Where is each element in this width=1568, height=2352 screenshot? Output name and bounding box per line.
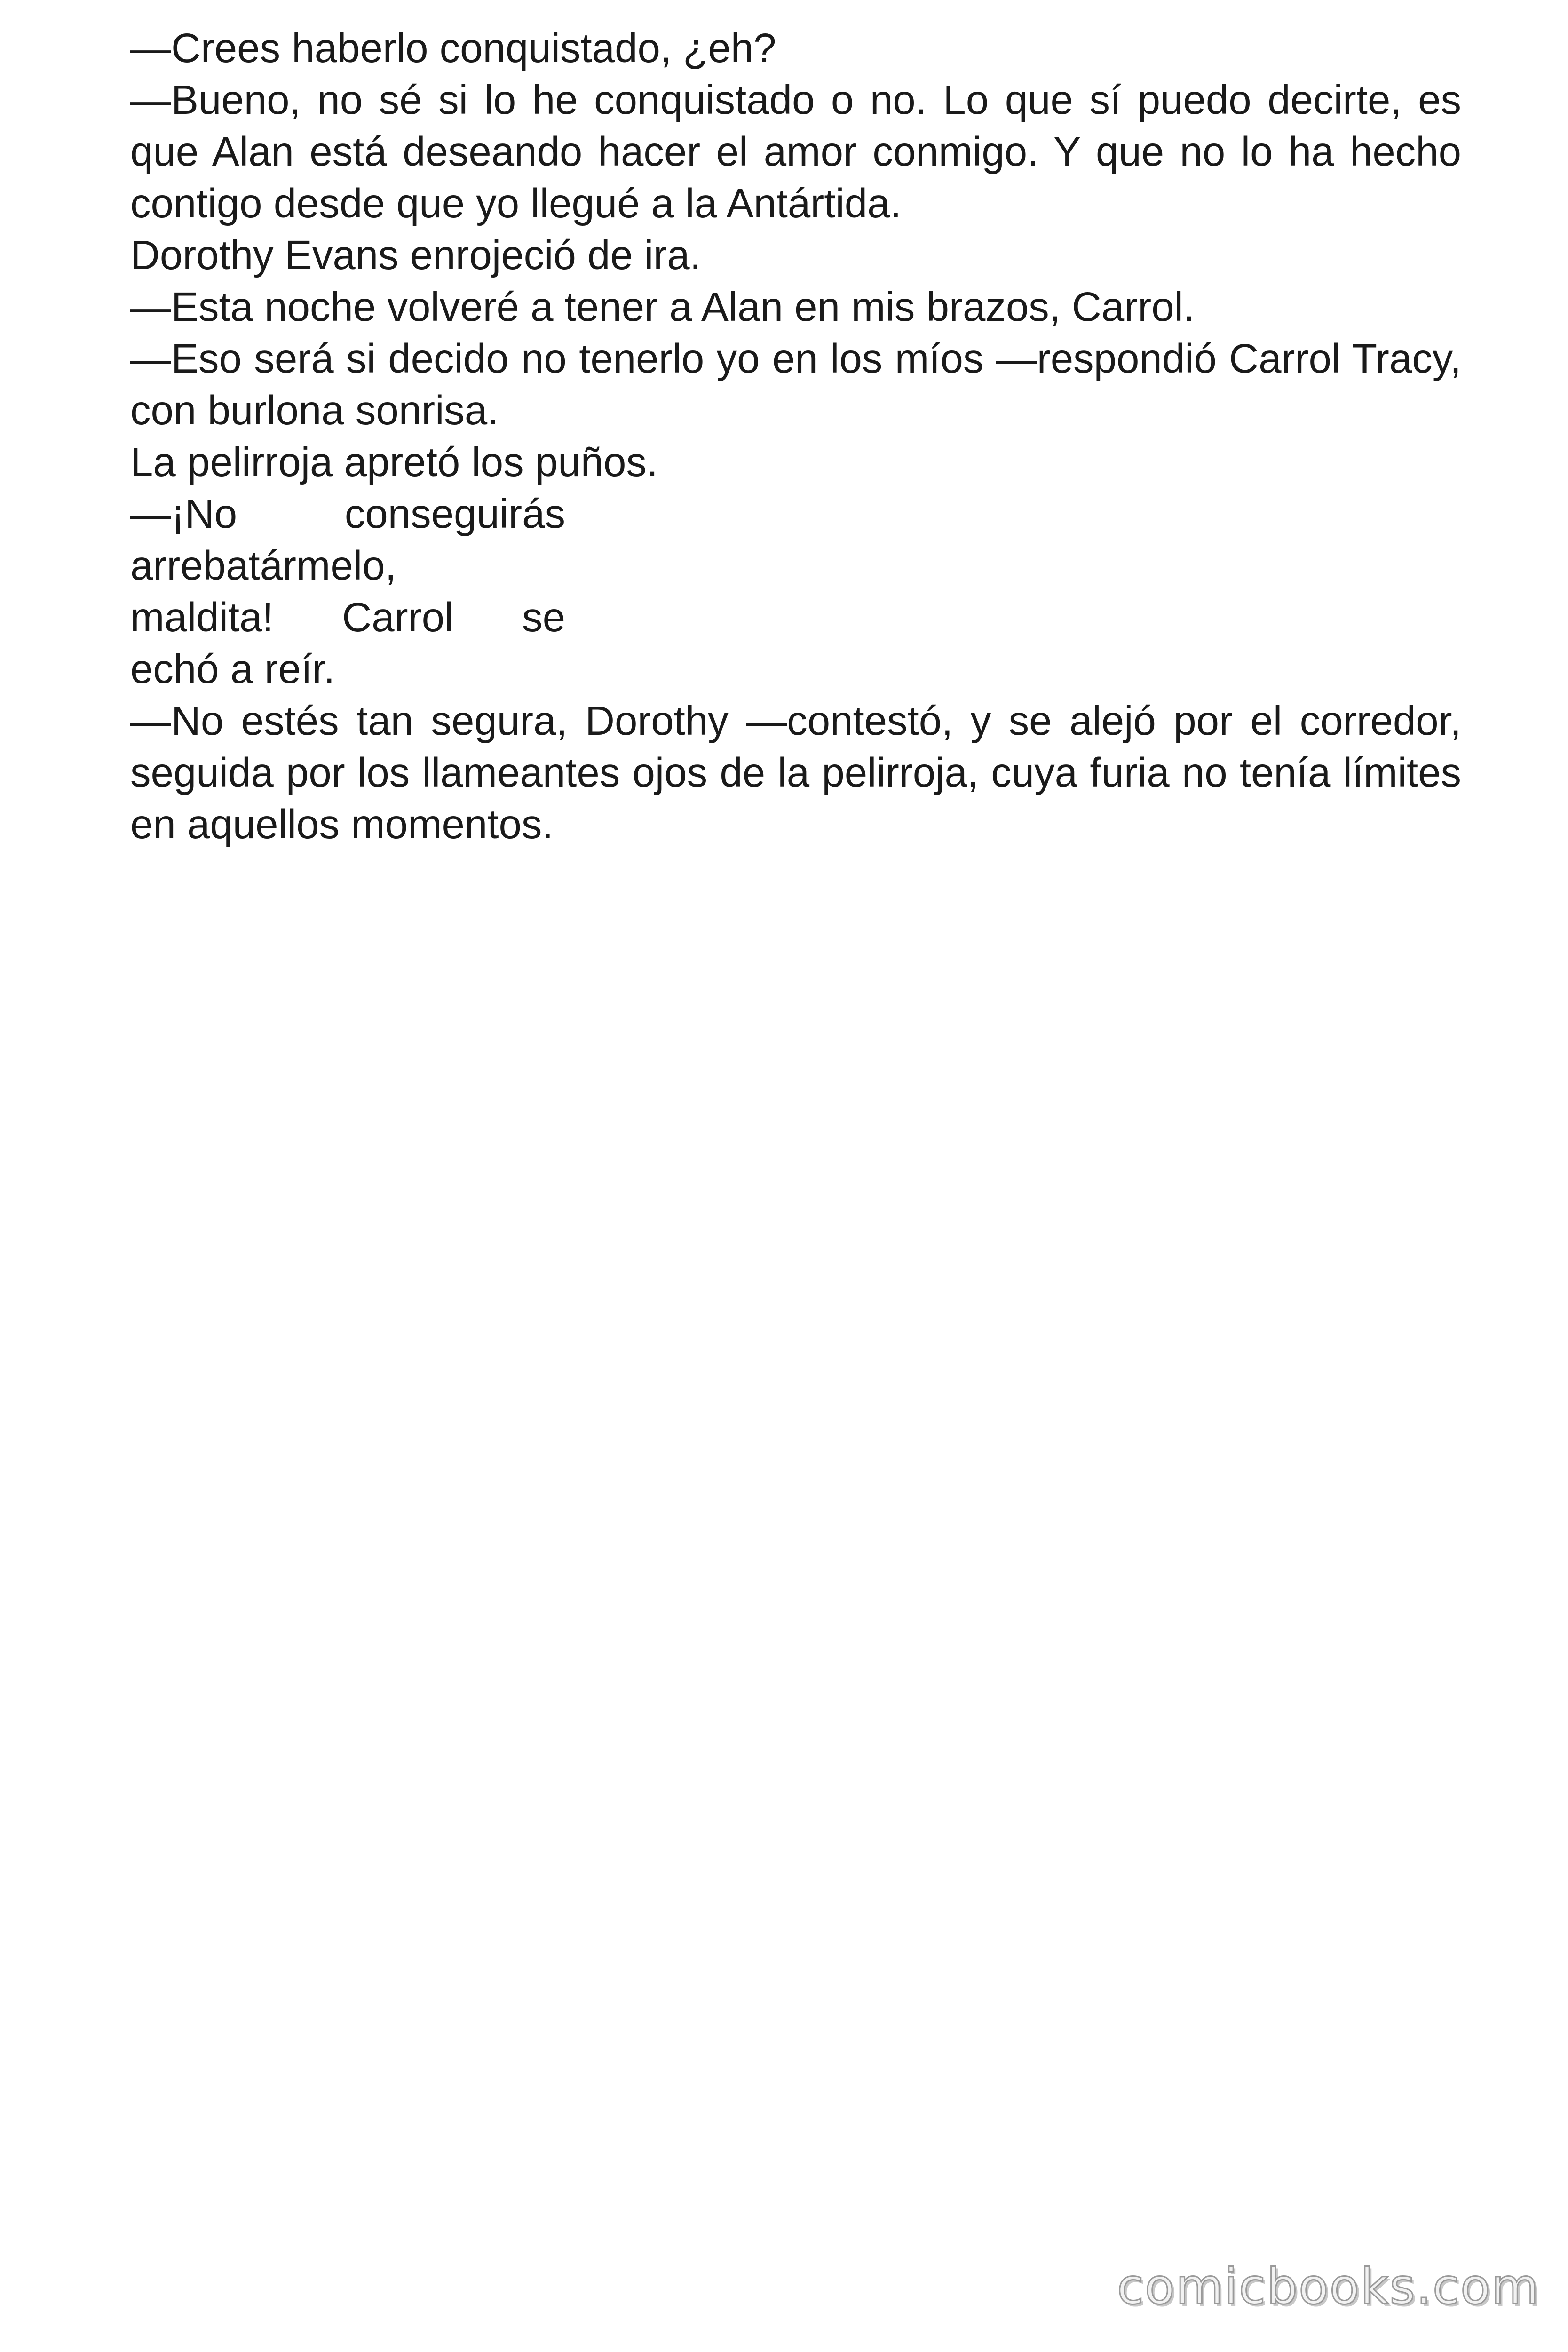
narrow-line: arrebatármelo, xyxy=(130,543,396,588)
paragraph: —Crees haberlo conquistado, ¿eh? xyxy=(130,25,776,71)
paragraph: —Esta noche volveré a tener a Alan en mis brazos, Carrol. xyxy=(130,284,1195,330)
paragraph: —Eso será si decido no tenerlo yo en los míos —respondió Carrol Tracy, con burlona sonrisa. xyxy=(130,336,1461,433)
watermark-text: comicbooks.com xyxy=(1117,2258,1540,2315)
paragraph: La pelirroja apretó los puños. xyxy=(130,439,658,485)
paragraph: —No estés tan segura, Dorothy —contestó, y se alejó por el corredor, seguida por los llameantes ojos de la pelirroja, cuya furia no tenía límites en aquellos momentos. xyxy=(130,698,1461,847)
paragraph: —Bueno, no sé si lo he conquistado o no. Lo que sí puedo decirte, es que Alan está deseando hacer el amor conmigo. Y que no lo ha hecho contigo desde que yo llegué a la Antártida. xyxy=(130,77,1461,226)
page-body xyxy=(130,23,1461,850)
paragraph: Dorothy Evans enrojeció de ira. xyxy=(130,232,701,278)
narrow-line: maldita! Carrol se xyxy=(130,595,565,640)
narrow-dialogue-block xyxy=(130,488,565,695)
narrow-line: —¡No conseguirás xyxy=(130,491,565,537)
narrow-line: echó a reír. xyxy=(130,646,335,692)
